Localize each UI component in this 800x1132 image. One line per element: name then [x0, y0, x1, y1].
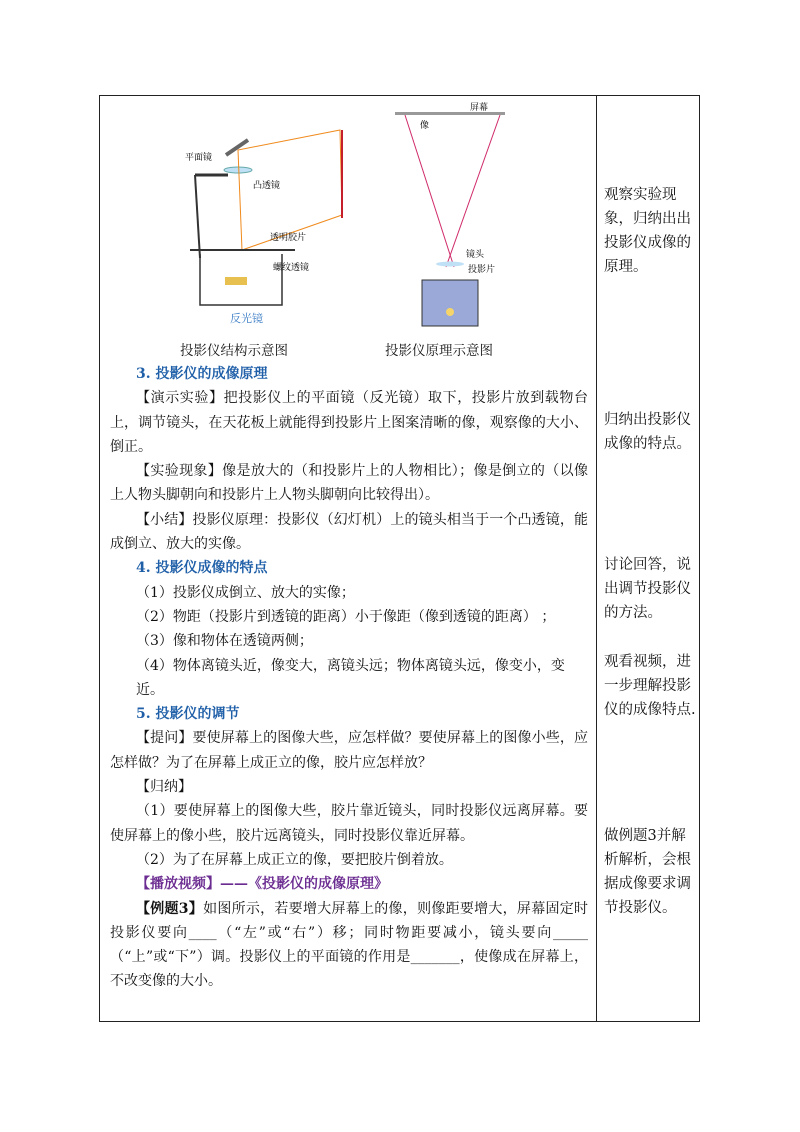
- section-5-title: 5. 投影仪的调节: [136, 706, 240, 723]
- conclude-label: 【归纳】: [136, 779, 192, 796]
- conclude-item-1: （1）要使屏幕上的图像大些，胶片靠近镜头，同时投影仪远离屏幕。要使屏幕上的像小些，胶片远离镜头，同时投影仪靠近屏幕。: [110, 803, 588, 844]
- sidebar-note-1: 观察实验现象，归纳出出投影仪成像的原理。: [604, 187, 691, 275]
- demo-paragraph: 【演示实验】把投影仪上的平面镜（反光镜）取下，投影片放到载物台上，调节镜头，在天花板上就能得到投影片上图案清晰的像，观察像的大小、倒正。: [110, 390, 588, 455]
- feature-item-1: （1）投影仪成倒立、放大的实像；: [136, 584, 355, 601]
- figures-area: [110, 102, 588, 357]
- lesson-content: [110, 362, 588, 994]
- projector-principle-diagram: [390, 102, 530, 337]
- screen-label: 屏幕: [470, 103, 489, 113]
- summary-paragraph: 【小结】投影仪原理：投影仪（幻灯机）上的镜头相当于一个凸透镜，能成倒立、放大的实像。: [110, 511, 588, 553]
- principle-caption: 投影仪原理示意图: [385, 343, 493, 359]
- sidebar-note-4: 观看视频，进一步理解投影仪的成像特点.: [604, 654, 696, 718]
- projector-structure-diagram: [180, 130, 360, 325]
- conclude-item-2: （2）为了在屏幕上成正立的像，要把胶片倒着放。: [136, 851, 453, 868]
- image-label: 像: [420, 121, 430, 131]
- question-paragraph: 【提问】要使屏幕上的图像大些，应怎样做？要使屏幕上的图像小些，应怎样做？为了在屏幕上成正立的像，胶片应怎样放？: [110, 730, 588, 771]
- section-3-title: 3. 投影仪的成像原理: [136, 366, 268, 382]
- film-label: 透明胶片: [270, 233, 307, 243]
- sidebar-note-5: 做例题3并解析解析，会根据成像要求调节投影仪。: [604, 828, 691, 916]
- sidebar-note-3: 讨论回答，说出调节投影仪的方法。: [604, 557, 691, 621]
- structure-caption: 投影仪结构示意图: [180, 343, 288, 359]
- feature-item-2: （2）物距（投影片到透镜的距离）小于像距（像到透镜的距离） ；: [136, 608, 556, 625]
- plane-mirror-label: 平面镜: [185, 153, 213, 163]
- phenomenon-paragraph: 【实验现象】像是放大的（和投影片上的人物相比）；像是倒立的（以像上人物头脚朝向和投影片上人物头脚朝向比较得出）。: [110, 463, 588, 504]
- feature-item-3: （3）像和物体在透镜两侧；: [136, 633, 313, 650]
- reflector-label: 反光镜: [230, 312, 263, 325]
- fresnel-label: 螺纹透镜: [273, 263, 310, 273]
- example-text: 如图所示，若要增大屏幕上的像，则像距要增大，屏幕固定时投影仪要向____（“左”或“右”）移；同时物距要减小，镜头要向_____（“上”或“下”）调。投影仪上的平面镜的作用是_______，使像成在屏幕上，不改变像的大小。: [110, 900, 588, 990]
- film-label-right: 投影片: [468, 265, 496, 275]
- feature-item-4: （4）物体离镜头近，像变大，离镜头远；物体离镜头远，像变小，变近。: [136, 657, 565, 698]
- section-4-title: 4. 投影仪成像的特点: [136, 560, 268, 577]
- convex-lens-label: 凸透镜: [253, 181, 281, 191]
- example-paragraph: [110, 897, 588, 994]
- video-line: 【播放视频】——《投影仪的成像原理》: [136, 876, 388, 893]
- example-tag: 【例题3】: [136, 900, 204, 917]
- column-divider: [596, 95, 597, 1022]
- sidebar-note-2: 归纳出投影仪成像的特点。: [604, 412, 691, 452]
- lens-label: 镜头: [466, 250, 485, 260]
